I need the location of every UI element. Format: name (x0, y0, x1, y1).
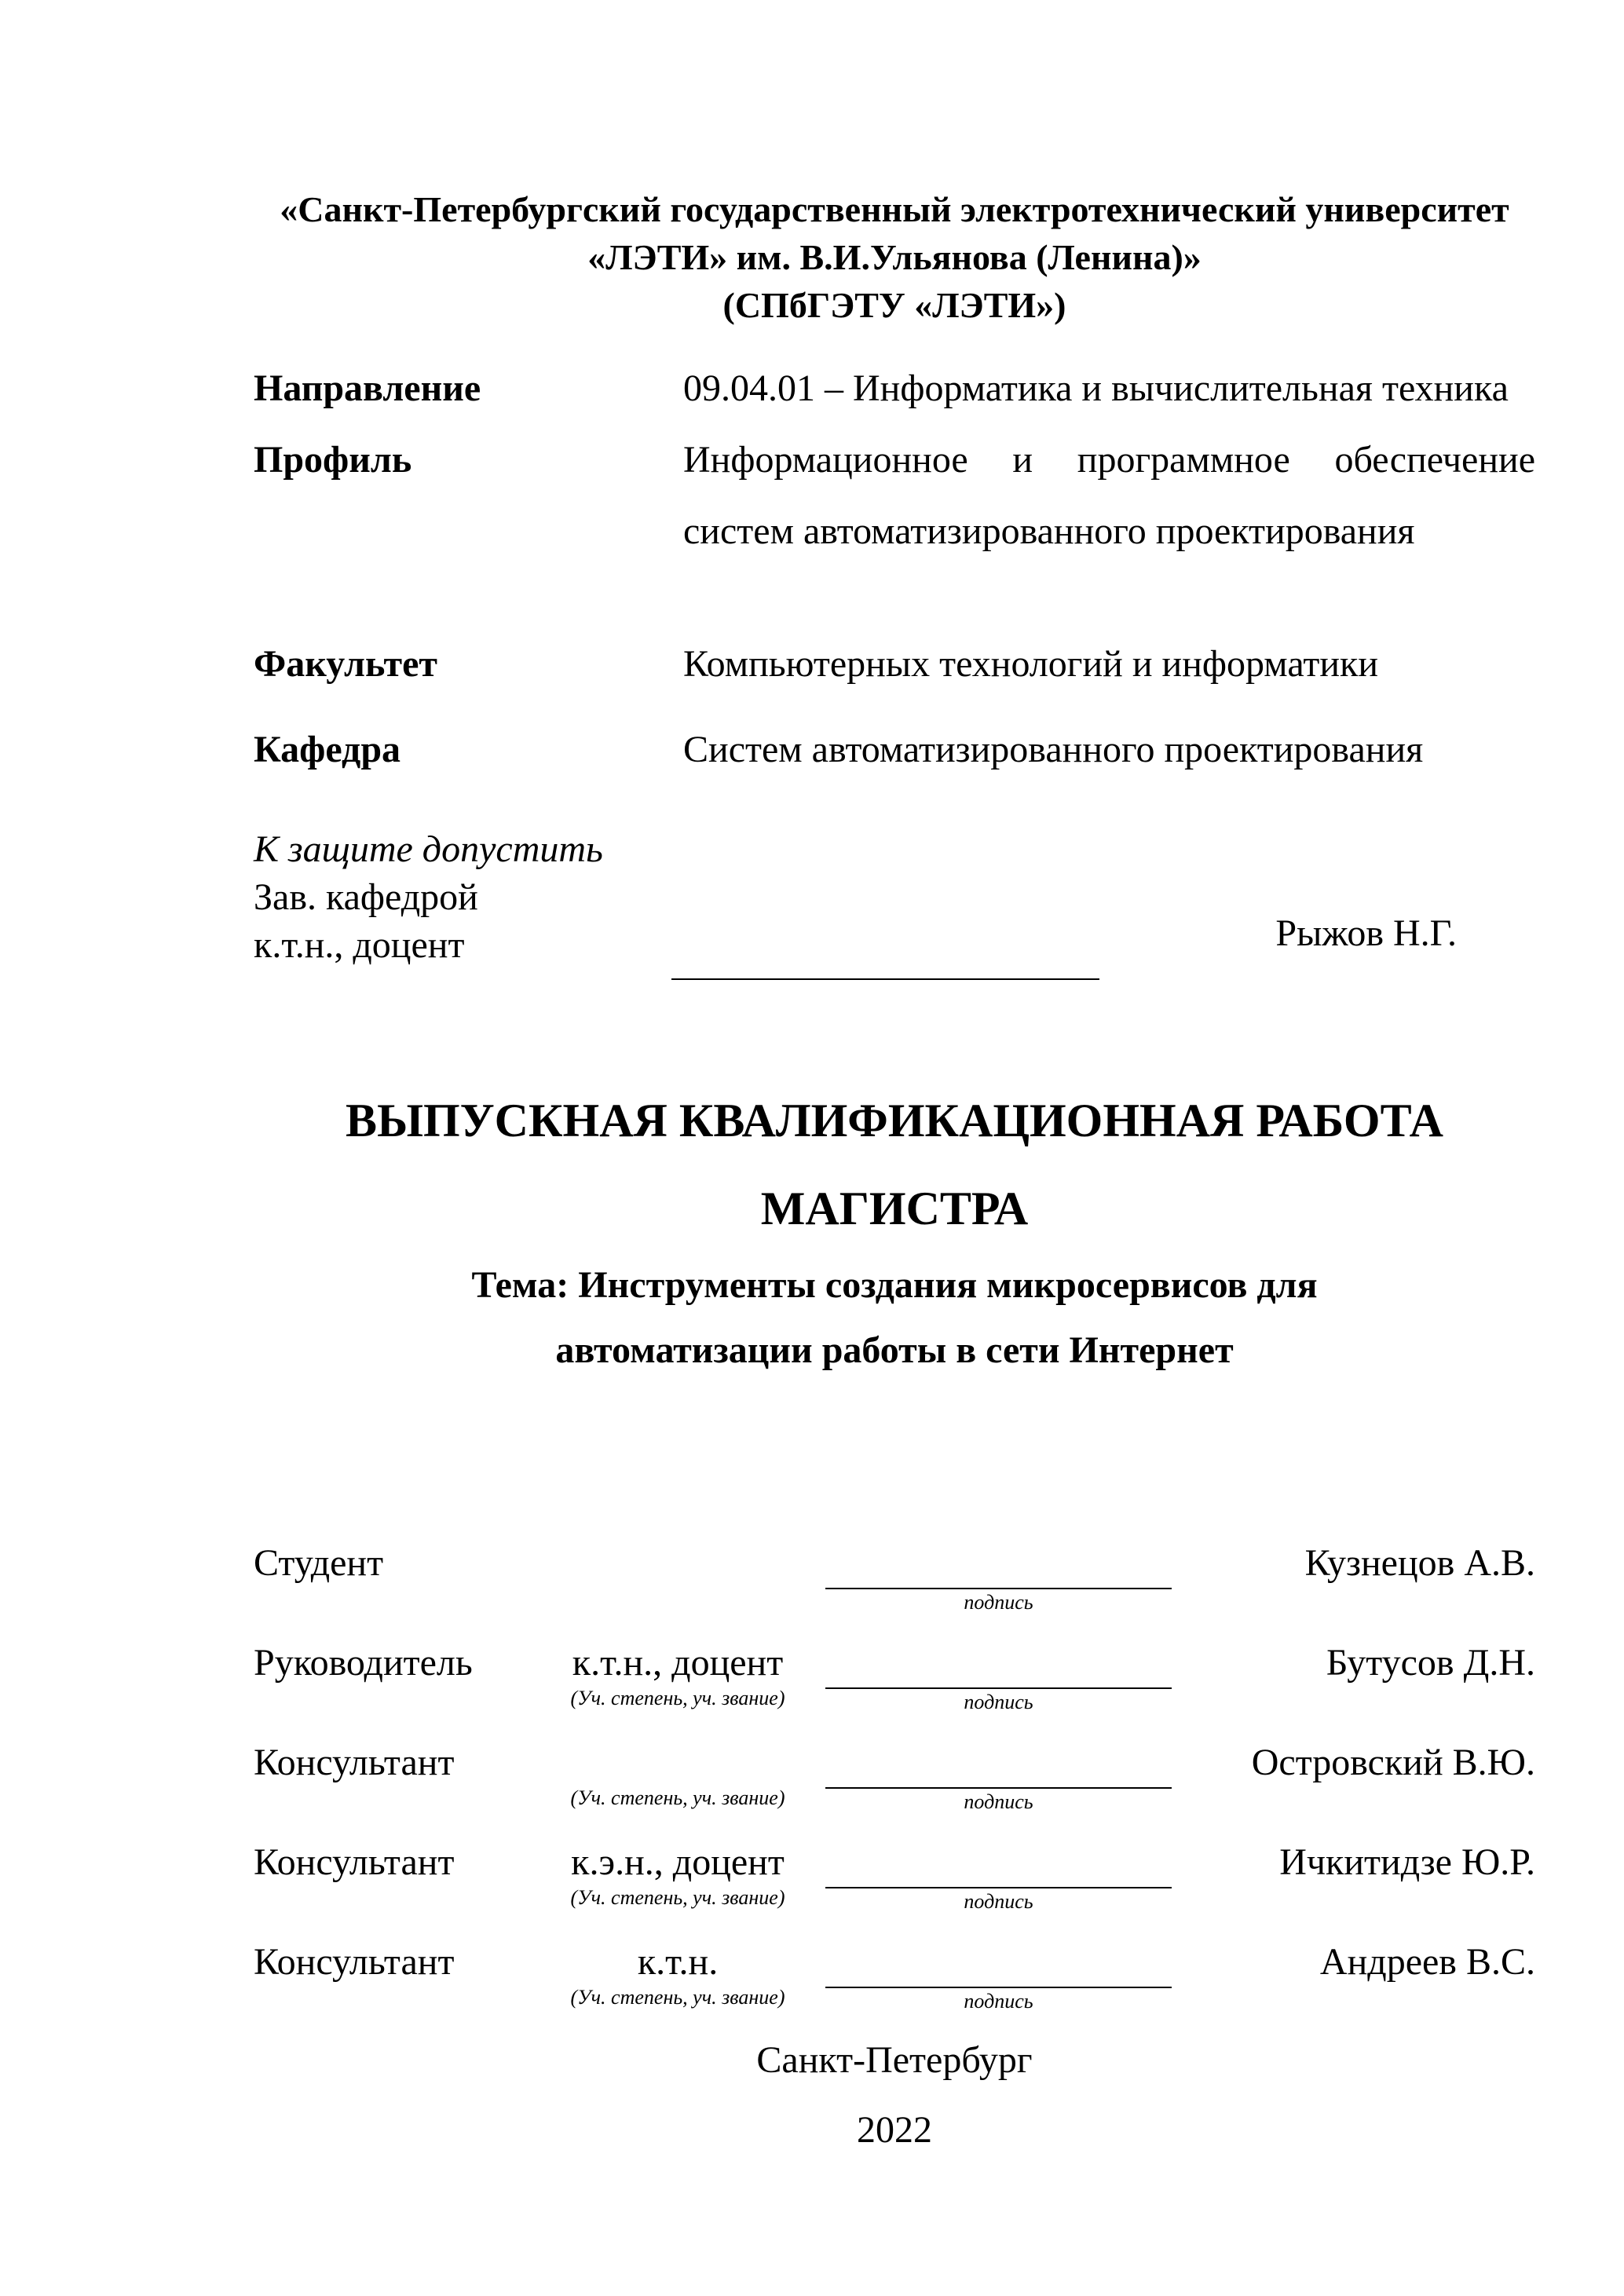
university-abbreviation: (СПбГЭТУ «ЛЭТИ») (722, 285, 1066, 325)
degree-caption: (Уч. степень, уч. звание) (570, 1786, 785, 1809)
signature-line (825, 1940, 1172, 1988)
signature-line (825, 1641, 1172, 1689)
approval-degree-line: к.т.н., доцент (254, 924, 465, 966)
signature-degree (521, 1741, 835, 1786)
signature-role: Студент (254, 1542, 384, 1584)
degree-caption: (Уч. степень, уч. звание) (570, 1886, 785, 1909)
signature-line-cell (825, 1741, 1172, 1814)
signature-degree-cell (521, 1841, 835, 1910)
signature-row-consultant-2 (254, 1841, 1535, 1940)
field-row-department (254, 714, 1535, 785)
department-head-signature-line (671, 978, 1099, 980)
signature-degree-cell (521, 1741, 835, 1810)
signature-line-cell (825, 1641, 1172, 1714)
university-name-line-1: «Санкт-Петербургский государственный электротехнический университет (280, 189, 1509, 229)
thesis-topic-line-1: Тема: Инструменты создания микросервисов для (471, 1264, 1318, 1306)
thesis-title-block (254, 1077, 1535, 1383)
degree-caption: (Уч. степень, уч. звание) (570, 1687, 785, 1709)
field-row-direction (254, 353, 1535, 424)
program-fields (254, 353, 1535, 785)
signature-degree: к.т.н., доцент (572, 1642, 784, 1684)
signature-row-consultant-1 (254, 1741, 1535, 1841)
field-row-profile (254, 424, 1535, 567)
signature-degree: к.э.н., доцент (571, 1841, 785, 1883)
signature-degree-cell (521, 1641, 835, 1710)
signature-section (254, 1541, 1535, 2040)
approval-position-line: Зав. кафедрой (254, 876, 478, 918)
signature-line (825, 1541, 1172, 1589)
direction-value: 09.04.01 – Информатика и вычислительная техника (683, 367, 1509, 409)
signature-row-supervisor (254, 1641, 1535, 1741)
year: 2022 (857, 2109, 932, 2151)
signature-caption: подпись (964, 1591, 1033, 1614)
signature-role: Консультант (254, 1742, 455, 1783)
signature-line-cell (825, 1541, 1172, 1614)
signature-name: Кузнецов А.В. (1304, 1542, 1535, 1584)
approval-block (254, 825, 1535, 1006)
signature-name: Бутусов Д.Н. (1326, 1642, 1535, 1684)
faculty-value: Компьютерных технологий и информатики (683, 643, 1379, 685)
department-label: Кафедра (254, 729, 401, 770)
department-head-name: Рыжов Н.Г. (1275, 912, 1457, 954)
signature-degree: к.т.н. (637, 1941, 719, 1983)
signature-line (825, 1741, 1172, 1789)
signature-line-cell (825, 1940, 1172, 2013)
department-value: Систем автоматизированного проектирования (683, 729, 1424, 770)
thesis-title-line-1: ВЫПУСКНАЯ КВАЛИФИКАЦИОННАЯ РАБОТА (346, 1095, 1443, 1146)
signature-row-student (254, 1541, 1535, 1641)
signature-role: Консультант (254, 1841, 455, 1883)
signature-caption: подпись (964, 1691, 1033, 1713)
signature-caption: подпись (964, 1790, 1033, 1813)
signature-line-cell (825, 1841, 1172, 1914)
signature-name: Андреев В.С. (1319, 1941, 1535, 1983)
footer (254, 2025, 1535, 2165)
profile-value: Информационное и программное обеспечение систем автоматизированного проектирования (683, 439, 1535, 552)
university-header (254, 185, 1535, 329)
university-name-line-2: «ЛЭТИ» им. В.И.Ульянова (Ленина)» (587, 237, 1202, 277)
signature-name: Островский В.Ю. (1251, 1742, 1535, 1783)
direction-label: Направление (254, 367, 481, 409)
field-row-faculty (254, 628, 1535, 700)
thesis-title-line-2: МАГИСТРА (760, 1183, 1029, 1234)
signature-line (825, 1841, 1172, 1888)
profile-label: Профиль (254, 439, 412, 481)
signature-role: Консультант (254, 1941, 455, 1983)
signature-caption: подпись (964, 1990, 1033, 2013)
thesis-topic-line-2: автоматизации работы в сети Интернет (555, 1329, 1234, 1371)
approval-permission-line: К защите допустить (254, 828, 603, 870)
signature-degree-cell (521, 1940, 835, 2009)
faculty-label: Факультет (254, 643, 437, 685)
city: Санкт-Петербург (756, 2039, 1033, 2081)
degree-caption: (Уч. степень, уч. звание) (570, 1986, 785, 2009)
signature-role: Руководитель (254, 1642, 473, 1684)
signature-caption: подпись (964, 1890, 1033, 1913)
signature-name: Ичкитидзе Ю.Р. (1279, 1841, 1535, 1883)
